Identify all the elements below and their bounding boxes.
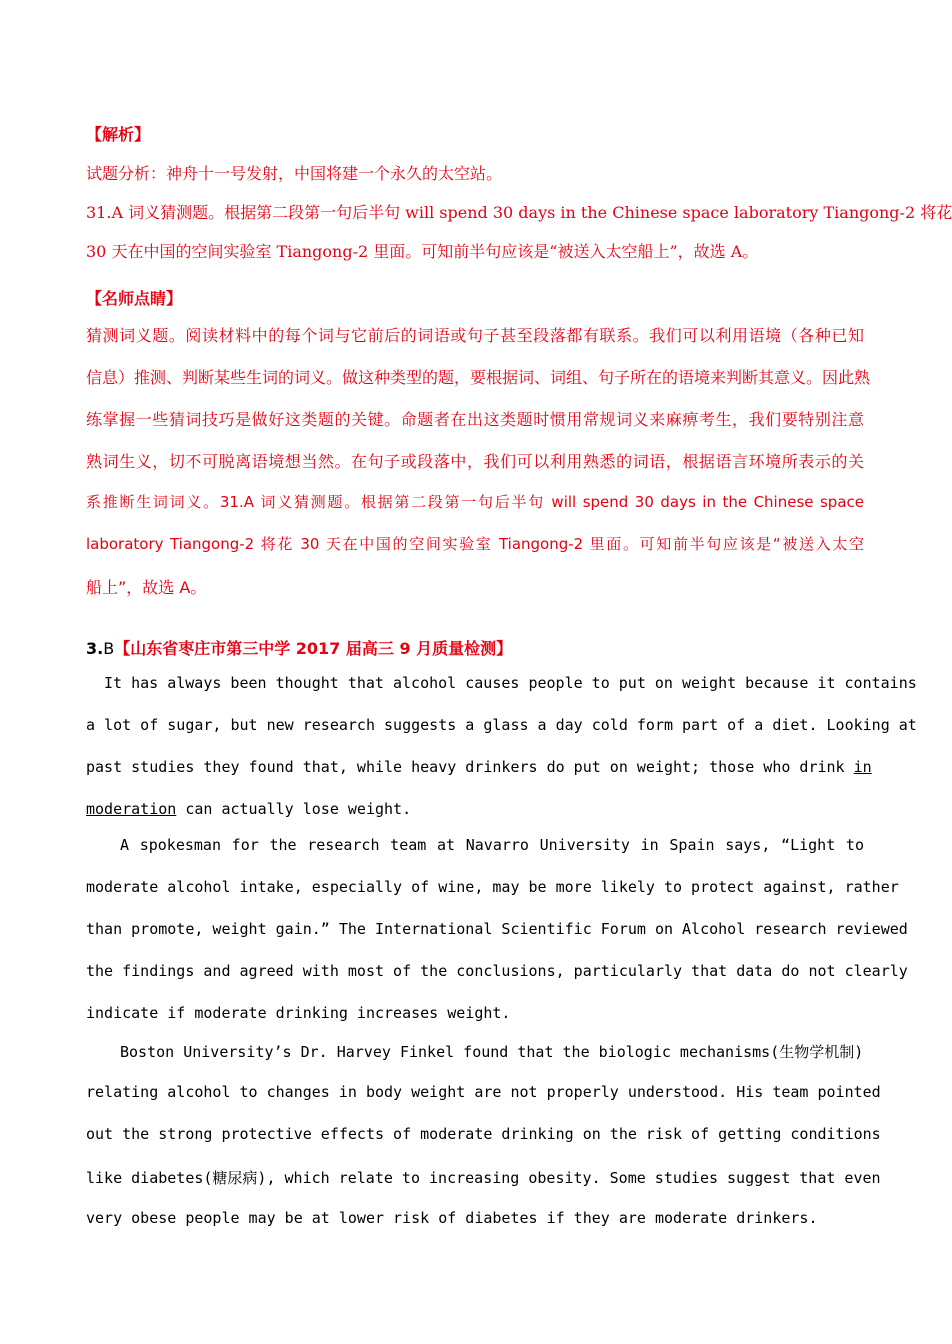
passage-letter: B bbox=[103, 639, 115, 658]
paragraph-1-line-end bbox=[86, 800, 864, 818]
paragraph-3-line: out the strong protective effects of moderate drinking on the risk of getting conditions bbox=[86, 1125, 881, 1143]
passage-source: 【山东省枣庄市第三中学 2017 届高三 9 月质量检测】 bbox=[114, 639, 513, 658]
teacher-notes-line: laboratory Tiangong-2 将花 30 天在中国的空间实验室 Tiangong-2 里面。可知前半句应该是“被送入太空 bbox=[86, 535, 864, 553]
teacher-notes-line: 熟词生义，切不可脱离语境想当然。在句子或段落中，我们可以利用熟悉的词语，根据语言环境所表示的关 bbox=[86, 452, 864, 471]
paragraph-3-line: relating alcohol to changes in body weight are not properly understood. His team pointed bbox=[86, 1083, 881, 1101]
teacher-notes-line: 猜测词义题。阅读材料中的每个词与它前后的词语或句子甚至段落都有联系。我们可以利用语境（各种已知 bbox=[86, 326, 864, 345]
paragraph-3-line: like diabetes(糖尿病), which relate to increasing obesity. Some studies suggest that even bbox=[86, 1169, 881, 1187]
analysis-heading: 【解析】 bbox=[86, 125, 151, 144]
passage-header bbox=[86, 636, 864, 659]
paragraph-1-line: It has always been thought that alcohol causes people to put on weight because it contains bbox=[104, 674, 917, 692]
underlined-phrase-part-2: moderation bbox=[86, 800, 177, 818]
teacher-notes-heading: 【名师点睛】 bbox=[86, 289, 183, 308]
paragraph-3-line: Boston University’s Dr. Harvey Finkel found that the biologic mechanisms(生物学机制) bbox=[120, 1043, 864, 1061]
teacher-notes-line: 系推断生词词义。31.A 词义猜测题。根据第二段第一句后半句 will spend 30 days in the Chinese space bbox=[86, 493, 864, 511]
teacher-notes-line: 信息）推测、判断某些生词的词义。做这种类型的题，要根据词、词组、句子所在的语境来判断其意义。因此熟 bbox=[86, 368, 871, 387]
paragraph-1-line: a lot of sugar, but new research suggests a glass a day cold form part of a diet. Looking at bbox=[86, 716, 917, 734]
paragraph-2-line: indicate if moderate drinking increases weight. bbox=[86, 1004, 511, 1022]
underlined-phrase-part-1: in bbox=[853, 758, 872, 776]
paragraph-2-line: moderate alcohol intake, especially of wine, may be more likely to protect against, rather bbox=[86, 878, 899, 896]
paragraph-2-line: the findings and agreed with most of the conclusions, particularly that data do not clearly bbox=[86, 962, 908, 980]
paragraph-1-text-end: can actually lose weight. bbox=[176, 800, 412, 818]
paragraph-1-text: past studies they found that, while heavy drinkers do put on weight; those who drink bbox=[86, 758, 845, 776]
teacher-notes-line: 练掌握一些猜词技巧是做好这类题的关键。命题者在出这类题时惯用常规词义来麻痹考生，我们要特别注意 bbox=[86, 410, 864, 429]
analysis-summary: 试题分析：神舟十一号发射，中国将建一个永久的太空站。 bbox=[86, 164, 503, 183]
passage-number: 3. bbox=[86, 639, 104, 658]
paragraph-3-line: very obese people may be at lower risk of diabetes if they are moderate drinkers. bbox=[86, 1209, 818, 1227]
analysis-answer-line-2: 30 天在中国的空间实验室 Tiangong-2 里面。可知前半句应该是“被送入太空船上”，故选 A。 bbox=[86, 242, 759, 261]
paragraph-2-line: A spokesman for the research team at Navarro University in Spain says, “Light to bbox=[120, 836, 864, 854]
paragraph-1-line-with-phrase bbox=[86, 758, 872, 776]
analysis-answer-line-1: 31.A 词义猜测题。根据第二段第一句后半句 will spend 30 days in the Chinese space laboratory Tiangong-2 将花 bbox=[86, 203, 952, 222]
paragraph-2-line: than promote, weight gain.” The International Scientific Forum on Alcohol research reviewed bbox=[86, 920, 908, 938]
teacher-notes-line: 船上”，故选 A。 bbox=[86, 578, 207, 597]
